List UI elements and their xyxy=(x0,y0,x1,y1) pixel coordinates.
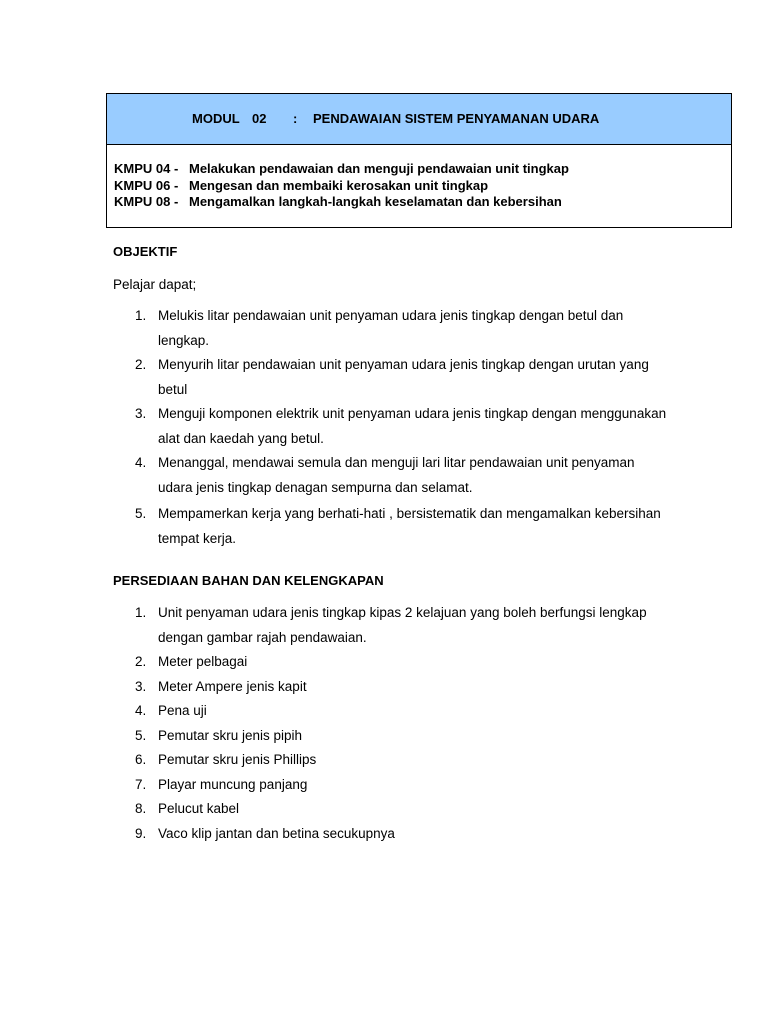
kmpu-code: KMPU 04 - xyxy=(114,161,179,176)
list-text: Unit penyaman udara jenis tingkap kipas 2 kelajuan yang boleh berfungsi lengkap dengan gambar rajah pendawaian. xyxy=(158,605,647,645)
list-text: Meter pelbagai xyxy=(158,654,248,669)
list-number: 4. xyxy=(135,455,147,470)
list-number: 5. xyxy=(135,506,147,521)
list-text: Pemutar skru jenis pipih xyxy=(158,727,303,743)
list-text: Melukis litar pendawaian unit penyaman udara jenis tingkap dengan betul dan lengkap. xyxy=(158,308,624,348)
list-item xyxy=(130,502,670,551)
list-item xyxy=(130,724,670,749)
list-number: 1. xyxy=(135,308,147,323)
objektif-list xyxy=(130,304,670,551)
list-number: 5. xyxy=(135,727,147,743)
kmpu-item xyxy=(114,194,731,211)
kmpu-text: Mengesan dan membaiki kerosakan unit tingkap xyxy=(189,177,489,193)
list-item xyxy=(130,304,670,353)
module-title: PENDAWAIAN SISTEM PENYAMANAN UDARA xyxy=(313,111,600,126)
persediaan-heading: PERSEDIAAN BAHAN DAN KELENGKAPAN xyxy=(113,573,384,588)
list-number: 3. xyxy=(135,678,147,694)
list-item xyxy=(130,748,670,773)
list-text: Meter Ampere jenis kapit xyxy=(158,678,307,694)
kmpu-code: KMPU 08 - xyxy=(114,194,179,209)
list-number: 9. xyxy=(135,825,147,841)
list-text: Menguji komponen elektrik unit penyaman udara jenis tingkap dengan menggunakan alat dan kaedah yang betul. xyxy=(158,406,667,446)
list-text: Pemutar skru jenis Phillips xyxy=(158,752,317,767)
list-text: Vaco klip jantan dan betina secukupnya xyxy=(158,825,395,841)
objektif-heading: OBJEKTIF xyxy=(113,244,178,259)
list-item xyxy=(130,353,670,402)
module-label: MODUL xyxy=(192,111,240,126)
module-separator: : xyxy=(293,111,298,126)
kmpu-item xyxy=(114,161,731,178)
list-item xyxy=(130,650,670,675)
list-text: Menyurih litar pendawaian unit penyaman udara jenis tingkap dengan urutan yang betul xyxy=(158,357,649,397)
list-text: Menanggal, mendawai semula dan menguji lari litar pendawaian unit penyaman udara jenis tingkap denagan sempurna dan selamat. xyxy=(158,455,635,495)
list-item xyxy=(130,675,670,700)
list-number: 4. xyxy=(135,703,147,718)
module-box xyxy=(106,93,732,228)
list-text: Mempamerkan kerja yang berhati-hati , bersistematik dan mengamalkan kebersihan tempat kerja. xyxy=(158,506,661,546)
list-item xyxy=(130,451,670,500)
kmpu-item xyxy=(114,178,731,195)
list-text: Playar muncung panjang xyxy=(158,776,308,792)
list-number: 3. xyxy=(135,406,147,421)
list-item xyxy=(130,402,670,451)
list-item xyxy=(130,822,670,847)
list-text: Pena uji xyxy=(158,703,207,718)
list-item xyxy=(130,601,670,650)
kmpu-list xyxy=(107,145,731,227)
list-item xyxy=(130,773,670,798)
kmpu-text: Melakukan pendawaian dan menguji pendawaian unit tingkap xyxy=(189,161,569,176)
list-number: 6. xyxy=(135,752,147,767)
list-number: 2. xyxy=(135,654,147,669)
module-header xyxy=(107,94,731,145)
module-number: 02 xyxy=(252,111,267,126)
list-number: 1. xyxy=(135,605,147,620)
kmpu-text: Mengamalkan langkah-langkah keselamatan dan kebersihan xyxy=(189,194,562,209)
persediaan-list xyxy=(130,601,670,846)
list-item xyxy=(130,797,670,822)
list-text: Pelucut kabel xyxy=(158,801,240,816)
objektif-intro: Pelajar dapat; xyxy=(113,277,197,292)
list-item xyxy=(130,699,670,724)
list-number: 7. xyxy=(135,776,147,792)
list-number: 8. xyxy=(135,801,147,816)
kmpu-code: KMPU 06 - xyxy=(114,177,179,193)
list-number: 2. xyxy=(135,357,147,372)
